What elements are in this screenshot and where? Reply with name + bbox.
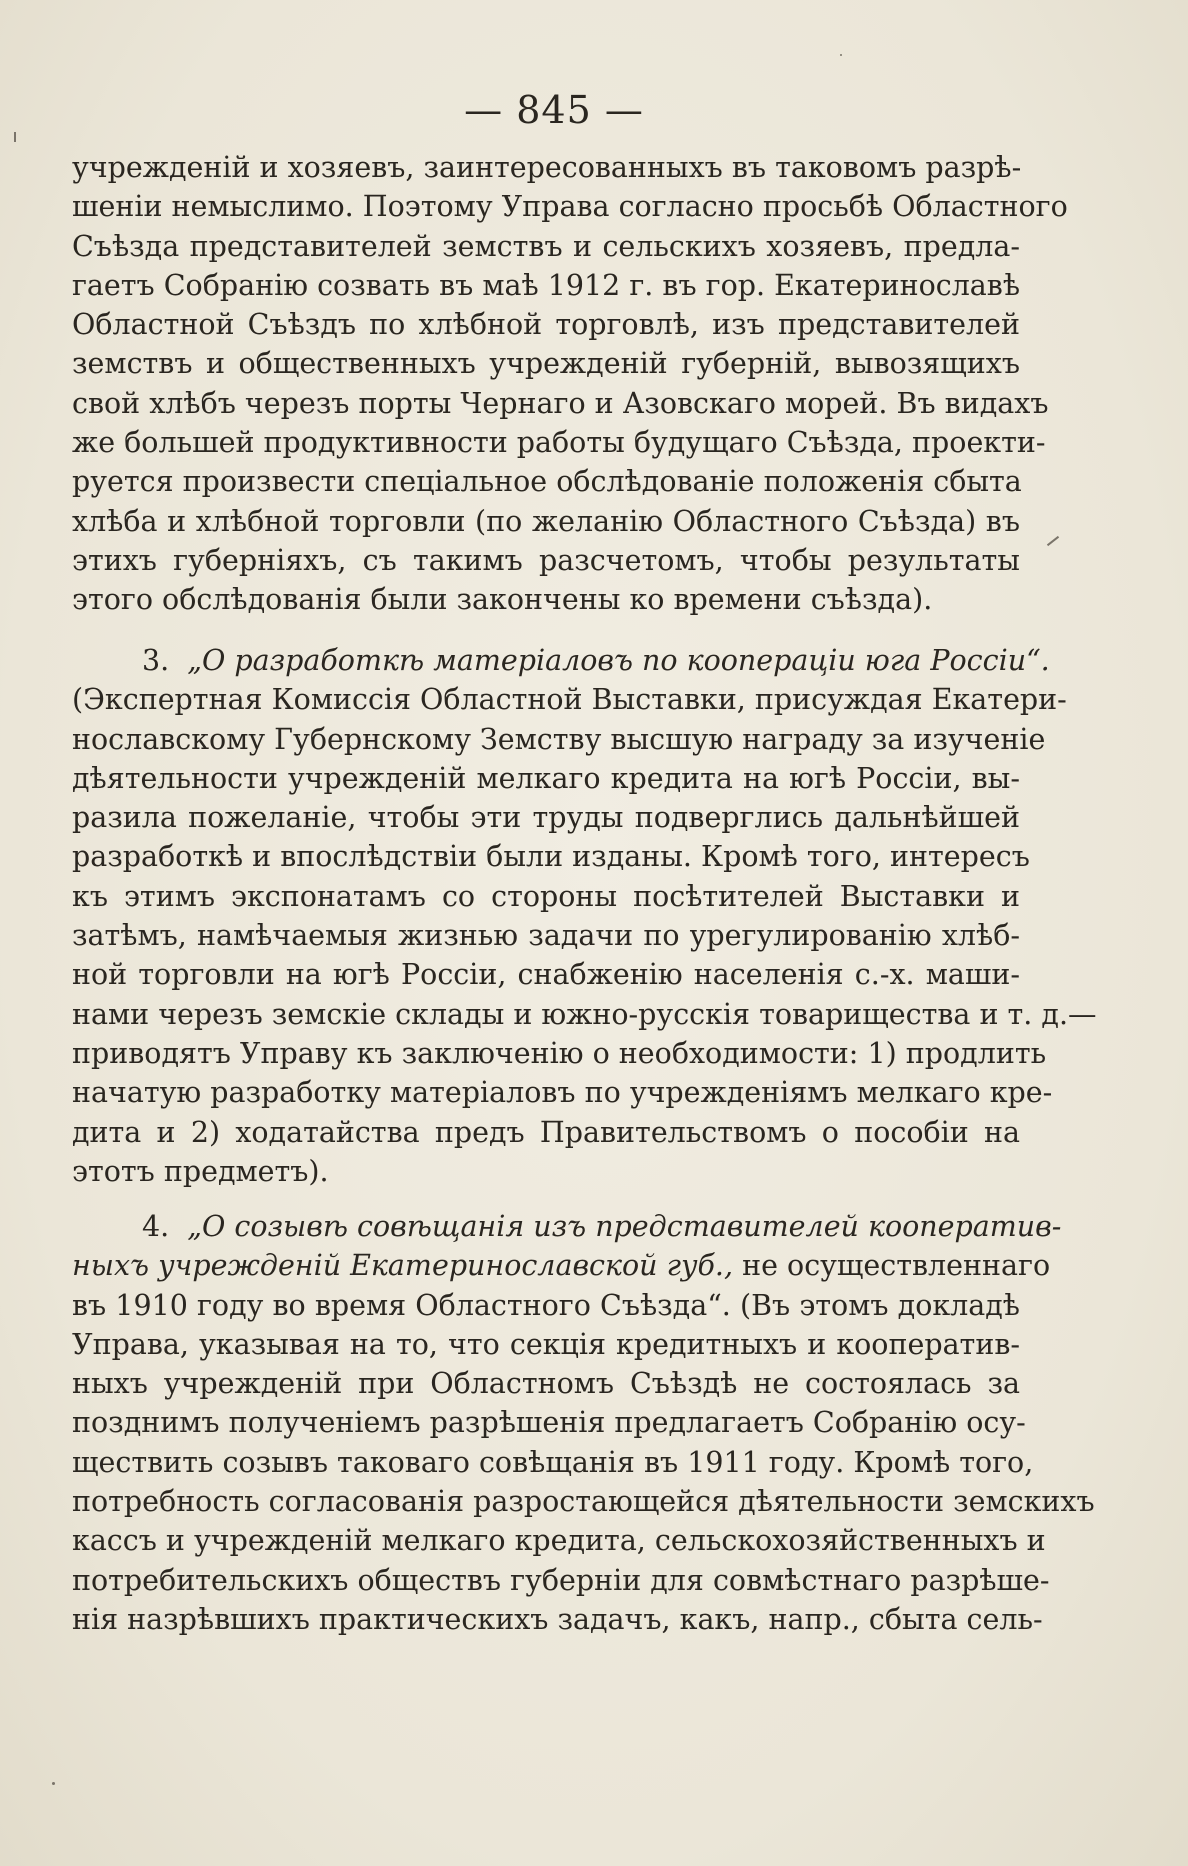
item-3-paragraph — [72, 641, 1097, 1191]
scan-speck — [840, 54, 842, 56]
text-line: ныхъ учрежденій при Областномъ Съѣздѣ не состоялась за — [72, 1367, 1020, 1401]
paragraph-continuation — [72, 148, 1068, 620]
text-line: ществить созывъ таковаго совѣщанія въ 1911 году. Кромѣ того, — [72, 1445, 1034, 1479]
item-title-continued: ныхъ учрежденій Екатеринославской губ., — [72, 1249, 734, 1283]
page-number: — 845 — — [464, 88, 644, 132]
item-title: „О созывѣ совѣщанія изъ представителей кооператив- — [187, 1210, 1062, 1243]
scan-speck — [1047, 536, 1059, 546]
text-line: Съѣзда представителей земствъ и сельскихъ хозяевъ, предла- — [72, 229, 1020, 263]
text-line: гаетъ Собранію созвать въ маѣ 1912 г. въ гор. Екатеринославѣ — [72, 268, 1021, 302]
item-4-heading-line — [72, 1207, 1062, 1246]
text-line: ной торговли на югѣ Россіи, снабженію населенія с.-х. маши- — [72, 958, 1020, 992]
item-title: „О разработкѣ матеріаловъ по коопераціи юга Россіи“. — [187, 644, 1050, 677]
text-line: учрежденій и хозяевъ, заинтересованныхъ въ таковомъ разрѣ- — [72, 151, 1022, 184]
text-line: руется произвести спеціальное обслѣдованіе положенія сбыта — [72, 465, 1022, 499]
text-line: нославскому Губернскому Земству высшую награду за изученіе — [72, 722, 1046, 756]
text-line: (Экспертная Комиссія Областной Выставки, присуждая Екатери- — [72, 683, 1067, 717]
item-4-paragraph — [72, 1207, 1095, 1639]
item-number: 3. — [142, 644, 170, 677]
text-line: Областной Съѣздъ по хлѣбной торговлѣ, изъ представителей — [72, 308, 1020, 342]
text-line: земствъ и общественныхъ учрежденій губерній, вывозящихъ — [72, 347, 1020, 381]
text-line: разработкѣ и впослѣдствіи были изданы. Кромѣ того, интересъ — [72, 840, 1030, 874]
text-line: дита и 2) ходатайства предъ Правительствомъ о пособіи на — [72, 1115, 1020, 1149]
text-line: потребительскихъ обществъ губерніи для совмѣстнаго разрѣше- — [72, 1563, 1050, 1597]
item-number: 4. — [142, 1210, 170, 1243]
text-line: разила пожеланіе, чтобы эти труды подверглись дальнѣйшей — [72, 801, 1020, 835]
text-line: свой хлѣбъ черезъ порты Чернаго и Азовскаго морей. Въ видахъ — [72, 386, 1049, 420]
text-line: затѣмъ, намѣчаемыя жизнью задачи по урегулированію хлѣб- — [72, 919, 1020, 953]
text-line: нія назрѣвшихъ практическихъ задачъ, какъ, напр., сбыта сель- — [72, 1602, 1043, 1636]
text-line: же большей продуктивности работы будущаго Съѣзда, проекти- — [72, 426, 1046, 460]
text-line: этихъ губерніяхъ, съ такимъ разсчетомъ, чтобы результаты — [72, 543, 1020, 577]
scan-speck — [14, 132, 16, 142]
text-line: этого обслѣдованія были закончены ко времени съѣзда). — [72, 583, 933, 617]
text-line: шеніи немыслимо. Поэтому Управа согласно просьбѣ Областного — [72, 190, 1068, 224]
item-3-heading-line — [72, 641, 1050, 680]
text-fragment: не осуществленнаго — [742, 1249, 1051, 1283]
text-line: Управа, указывая на то, что секція кредитныхъ и кооператив- — [72, 1327, 1020, 1361]
item-4-heading-line-2 — [72, 1246, 1051, 1285]
scan-speck — [52, 1782, 55, 1785]
text-line: къ этимъ экспонатамъ со стороны посѣтителей Выставки и — [72, 879, 1020, 913]
text-line: позднимъ полученіемъ разрѣшенія предлагаетъ Собранію осу- — [72, 1406, 1026, 1440]
text-line: въ 1910 году во время Областного Съѣзда“. (Въ этомъ докладѣ — [72, 1288, 1020, 1322]
text-line: нами черезъ земскіе склады и южно-русскія товарищества и т. д.— — [72, 997, 1097, 1031]
text-line: этотъ предметъ). — [72, 1154, 329, 1188]
text-line: хлѣба и хлѣбной торговли (по желанію Областного Съѣзда) въ — [72, 504, 1020, 538]
text-line: приводятъ Управу къ заключенію о необходимости: 1) продлить — [72, 1036, 1047, 1070]
text-line: потребность согласованія разростающейся дѣятельности земскихъ — [72, 1485, 1095, 1519]
text-line: кассъ и учрежденій мелкаго кредита, сельскохозяйственныхъ и — [72, 1524, 1046, 1558]
text-line: дѣятельности учрежденій мелкаго кредита на югѣ Россіи, вы- — [72, 761, 1020, 795]
text-line: начатую разработку матеріаловъ по учрежденіямъ мелкаго кре- — [72, 1076, 1053, 1110]
